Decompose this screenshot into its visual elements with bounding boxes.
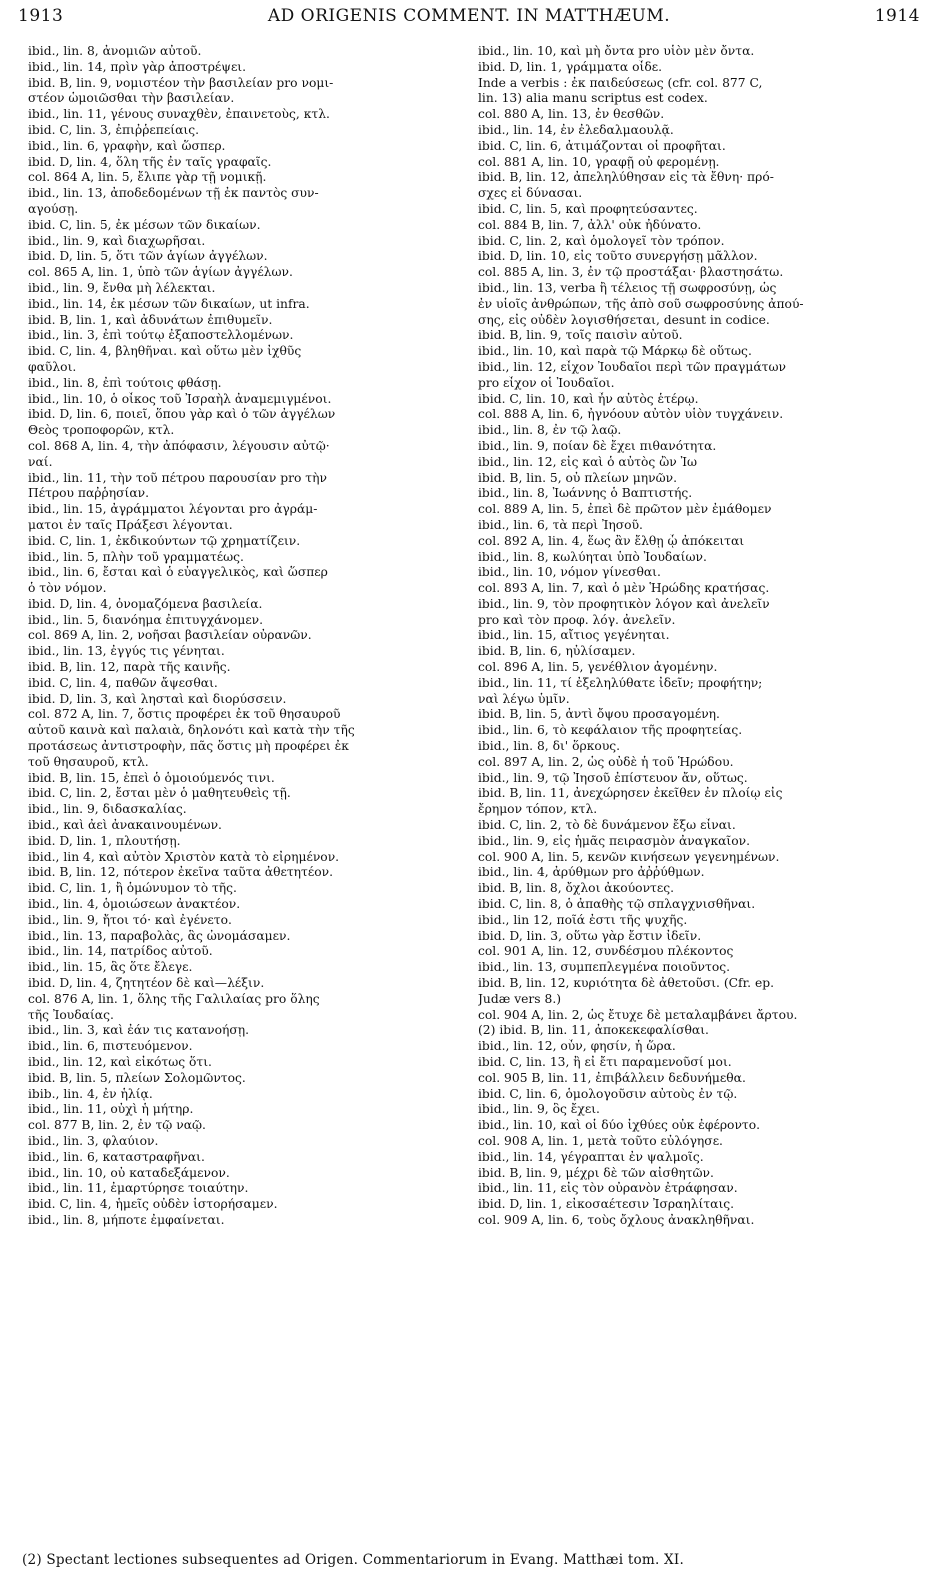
text-line: ibid. C, lin. 8, ὁ ἀπαθὴς τῷ σπλαγχνισθῆναι. (478, 897, 756, 912)
text-line: ibid., lin 12, ποῖά ἐστι τῆς ψυχῆς. (478, 912, 688, 927)
text-line: ibid., lin. 8, μήποτε ἐμφαίνεται. (28, 1212, 225, 1227)
text-line: ibid. C, lin. 6, ἀτιμάζονται οἱ προφῆται. (478, 138, 726, 153)
text-line: σης, εἰς οὐδὲν λογισθήσεται, desunt in codice. (478, 312, 770, 327)
text-line: col. 909 A, lin. 6, τοὺς ὄχλους ἀνακληθῆναι. (478, 1212, 755, 1227)
text-line: ibid. D, lin. 4, ὅλη τῆς ἐν ταῖς γραφαῖς. (28, 154, 272, 169)
text-line: ibid., lin. 9, ὃς ἔχει. (478, 1102, 600, 1117)
text-line: ibid., lin. 11, οὐχὶ ἡ μήτηρ. (28, 1102, 194, 1117)
text-line: ibid. C, lin. 4, ἡμεῖς οὐδὲν ἱστορήσαμεν. (28, 1197, 278, 1212)
text-line: ibid. C, lin. 5, ἐκ μέσων τῶν δικαίων. (28, 217, 261, 232)
text-line: ibid. B, lin. 5, οὐ πλείων μηνῶν. (478, 470, 678, 485)
text-line: ibid. B, lin. 1, καὶ ἀδυνάτων ἐπιθυμεῖν. (28, 312, 273, 327)
text-line: ibid. C, lin. 2, καὶ ὁμολογεῖ τὸν τρόπον. (478, 233, 725, 248)
text-line: col. 868 A, lin. 4, τὴν ἀπόφασιν, λέγουσιν αὐτῷ· (28, 438, 330, 453)
text-line: ibid., lin. 12, εἶχον Ἰουδαῖοι περὶ τῶν πραγμάτων (478, 359, 786, 374)
text-line: ibid. C, lin. 13, ἢ εἰ ἔτι παραμενοῦσί μοι. (478, 1055, 732, 1069)
text-line: προτάσεως ἀντιστροφὴν, πᾶς ὅστις μὴ προφέρει ἐκ (28, 739, 349, 754)
text-line: ibid. D, lin. 1, γράμματα οἶδε. (478, 59, 663, 74)
text-line: ibid. B, lin. 15, ἐπεὶ ὁ ὁμοιούμενός τινι. (28, 770, 275, 785)
text-line: ibid., lin. 11, τὴν τοῦ πέτρου παρουσίαν pro τὴν (28, 470, 327, 485)
text-line: ibid. B, lin. 12, κυριότητα δὲ ἀθετοῦσι. (Cfr. ep. (478, 976, 775, 991)
text-line: col. 897 A, lin. 2, ὡς οὐδὲ ἡ τοῦ Ἡρώδου. (478, 754, 734, 769)
text-line: ibid., lin. 12, εἰς καὶ ὁ αὐτὸς ὢν Ἰω (478, 454, 698, 469)
text-line: ἔρημον τόπον, κτλ. (478, 802, 598, 817)
text-line: ibid. B, lin. 11, ἀνεχώρησεν ἐκεῖθεν ἐν πλοίῳ εἰς (478, 786, 783, 801)
text-line: ibid. C, lin. 2, ἔσται μὲν ὁ μαθητευθεὶς τῇ. (28, 786, 291, 801)
text-line: ibid. D, lin. 3, οὕτω γὰρ ἔστιν ἰδεῖν. (478, 928, 702, 943)
text-line: Πέτρου παῤῥησίαν. (28, 486, 150, 501)
text-line: ibid. D, lin. 4, ὀνομαζόμενα βασιλεία. (28, 596, 263, 611)
text-line: ibid., lin. 12, καὶ εἰκότως ὅτι. (28, 1055, 212, 1069)
text-line: col. 893 A, lin. 7, καὶ ὁ μὲν Ἡρώδης κρατήσας. (478, 581, 770, 596)
text-line: ibid., lin. 13, συμπεπλεγμένα ποιοῦντος. (478, 960, 731, 975)
text-line: τῆς Ἰουδαίας. (28, 1007, 114, 1022)
text-line: ibid., lin. 10, οὐ καταδεξάμενον. (28, 1165, 230, 1180)
text-line: ibib., lin. 4, ἐν ἡλίᾳ. (28, 1086, 153, 1101)
text-line: pro καὶ τὸν προφ. λόγ. ἀνελεῖν. (478, 612, 676, 627)
text-line: ibid. B, lin. 9, νομιστέον τὴν βασιλείαν pro νομι- (28, 75, 334, 90)
text-line: ibid. D, lin. 6, ποιεῖ, ὅπου γὰρ καὶ ὁ τῶν ἀγγέλων (28, 407, 336, 422)
text-line: col. 864 A, lin. 5, ἔλιπε γὰρ τῇ νομικῇ. (28, 170, 267, 185)
text-line: col. 872 A, lin. 7, ὅστις προφέρει ἐκ τοῦ θησαυροῦ (28, 707, 341, 722)
text-line: col. 900 A, lin. 5, κενῶν κινήσεων γεγενημένων. (478, 849, 780, 864)
text-line: ibid. C, lin. 4, βληθῆναι. καὶ οὕτω μὲν ἰχθῦς (28, 344, 302, 359)
text-line: ibid., lin. 11, τί ἐξεληλύθατε ἰδεῖν; προφήτην; (478, 675, 763, 690)
text-line: (2) ibid. B, lin. 11, ἀποκεκεφαλίσθαι. (478, 1023, 709, 1038)
text-line: τοῦ θησαυροῦ, κτλ. (28, 754, 149, 769)
text-line: ibid., lin. 9, εἰς ἡμᾶς πειρασμὸν ἀναγκαῖον. (478, 833, 751, 848)
text-line: ibid., lin. 13, ἀποδεδομένων τῇ ἐκ παντὸς συν- (28, 186, 319, 201)
text-line: ibid., lin. 12, οὖν, φησίν, ἡ ὥρα. (478, 1039, 676, 1054)
text-line: col. 876 A, lin. 1, ὅλης τῆς Γαλιλαίας pro ὅλης (28, 991, 320, 1006)
text-line: ibid. D, lin. 4, ζητητέον δὲ καὶ—λέξιν. (28, 976, 265, 991)
text-line: col. 885 A, lin. 3, ἐν τῷ προστάξαι· βλαστησάτω. (478, 265, 784, 280)
text-line: ναὶ λέγω ὑμῖν. (478, 691, 570, 706)
text-line: col. 884 B, lin. 7, ἀλλ' οὐκ ἠδύνατο. (478, 217, 702, 232)
text-line: ὁ τὸν νόμον. (28, 581, 107, 596)
text-line: ibid., lin. 5, πλὴν τοῦ γραμματέως. (28, 549, 244, 564)
text-line: ibid. D, lin. 10, εἰς τοῦτο συνεργήσῃ μᾶλλον. (478, 249, 758, 264)
running-title: AD ORIGENIS COMMENT. IN MATTHÆUM. (267, 6, 671, 26)
text-line: ibid., lin. 8, ἐπὶ τούτοις φθάσῃ. (28, 375, 222, 390)
text-line: ibid., lin. 6, καταστραφῆναι. (28, 1149, 205, 1164)
text-line: ibid. B, lin. 12, ἀπεληλύθησαν εἰς τὰ ἔθνη· πρό- (478, 170, 774, 185)
text-line: ibid., lin. 8, Ἰωάννης ὁ Βαπτιστής. (478, 486, 693, 501)
text-line: ibid., lin. 14, ἐν ἐλεδαλμαουλᾷ. (478, 122, 674, 137)
text-line: στέον ὡμοιῶσθαι τὴν βασιλείαν. (28, 91, 235, 106)
right-column (478, 44, 916, 1229)
text-line: col. 881 A, lin. 10, γραφῇ οὐ φερομένῃ. (478, 154, 720, 169)
text-line: col. 905 B, lin. 11, ἐπιβάλλειν δεδυνήμεθα. (478, 1070, 746, 1085)
footnote: (2) Spectant lectiones subsequentes ad Origen. Commentariorum in Evang. Matthæi tom. XI. (22, 1552, 684, 1568)
page-number-left: 1913 (18, 6, 64, 26)
text-line: ibid., lin. 11, εἰς τὸν οὐρανὸν ἐτράφησαν. (478, 1181, 738, 1196)
text-line: pro εἶχον οἱ Ἰουδαῖοι. (478, 375, 615, 390)
text-line: ματοι ἐν ταῖς Πράξεσι λέγονται. (28, 517, 233, 532)
text-line: ibid., lin. 8, κωλύηται ὑπὸ Ἰουδαίων. (478, 549, 707, 564)
text-line: Inde a verbis : ἐκ παιδεύσεως (cfr. col. 877 C, (478, 75, 763, 90)
text-line: αὐτοῦ καινὰ καὶ παλαιὰ, δηλονότι καὶ κατὰ τὴν τῆς (28, 723, 355, 738)
text-line: ibid., lin 4, καὶ αὐτὸν Χριστὸν κατὰ τὸ εἰρημένον. (28, 849, 340, 864)
text-line: ibid., lin. 4, ὁμοιώσεων ἀνακτέον. (28, 897, 241, 912)
text-line: ibid., lin. 9, διδασκαλίας. (28, 802, 187, 817)
text-line: ibid., lin. 9, ἤτοι τό· καὶ ἐγένετο. (28, 912, 232, 927)
text-line: ibid., lin. 9, ποίαν δὲ ἔχει πιθανότητα. (478, 438, 717, 453)
text-line: ibid., καὶ ἀεὶ ἀνακαινουμένων. (28, 818, 222, 833)
text-line: col. 880 A, lin. 13, ἐν θεσθῶν. (478, 107, 665, 122)
text-line: col. 901 A, lin. 12, συνδέσμου πλέκοντος (478, 944, 734, 959)
text-line: ibid., lin. 10, ὁ οἶκος τοῦ Ἰσραὴλ ἀναμεμιγμένοι. (28, 391, 332, 406)
text-line: ibid. D, lin. 5, ὅτι τῶν ἁγίων ἀγγέλων. (28, 249, 268, 264)
text-line: col. 877 B, lin. 2, ἐν τῷ ναῷ. (28, 1118, 206, 1133)
text-line: ibid. B, lin. 5, ἀντὶ ὄψου προσαγομένη. (478, 707, 720, 722)
text-line: ibid., lin. 15, αἴτιος γεγένηται. (478, 628, 670, 643)
text-line: ibid., lin. 13, παραβολὰς, ἃς ὠνομάσαμεν. (28, 928, 291, 943)
text-line: ibid., lin. 10, καὶ οἱ δύο ἰχθύες οὐκ ἐφέροντο. (478, 1118, 761, 1133)
text-line: ibid. B, lin. 5, πλείων Σολομῶντος. (28, 1070, 246, 1085)
text-line: ibid. C, lin. 4, παθῶν ἄψεσθαι. (28, 675, 218, 690)
text-line: ibid. C, lin. 10, καὶ ἦν αὐτὸς ἑτέρῳ. (478, 391, 699, 406)
text-line: ibid., lin. 13, verba ἢ τέλειος τῇ σωφροσύνῃ, ὡς (478, 280, 777, 295)
page-number-right: 1914 (874, 6, 920, 26)
text-line: ibid., lin. 14, πρὶν γὰρ ἀποστρέψει. (28, 59, 247, 74)
text-line: ibid., lin. 10, καὶ παρὰ τῷ Μάρκῳ δὲ οὕτως. (478, 344, 752, 359)
text-line: ibid., lin. 10, νόμον γίνεσθαι. (478, 565, 661, 580)
text-line: ibid. B, lin. 9, μέχρι δὲ τῶν αἰσθητῶν. (478, 1165, 714, 1180)
left-column (28, 44, 466, 1229)
text-line: ibid., lin. 13, ἐγγύς τις γένηται. (28, 644, 225, 659)
text-line: col. 889 A, lin. 5, ἐπεὶ δὲ πρῶτον μὲν ἐμάθομεν (478, 502, 772, 517)
text-line: ibid. B, lin. 12, πότερον ἐκεῖνα ταῦτα ἀθετητέον. (28, 865, 333, 880)
text-line: col. 908 A, lin. 1, μετὰ τοῦτο εὐλόγησε. (478, 1133, 723, 1148)
text-line: ibid., lin. 9, τὸν προφητικὸν λόγον καὶ ἀνελεῖν (478, 596, 770, 611)
text-line: ibid., lin. 11, γένους συναχθὲν, ἐπαινετοὺς, κτλ. (28, 107, 330, 122)
running-header (18, 6, 920, 36)
text-line: Judæ vers 8.) (478, 991, 562, 1006)
text-line: ibid., lin. 14, ἐκ μέσων τῶν δικαίων, ut infra. (28, 296, 310, 311)
text-line: ibid. D, lin. 1, πλουτήσῃ. (28, 833, 181, 848)
text-line: ibid. B, lin. 12, παρὰ τῆς καινῆς. (28, 660, 231, 675)
text-line: ibid., lin. 5, διανόημα ἐπιτυγχάνομεν. (28, 612, 264, 627)
text-line: ibid., lin. 6, πιστευόμενον. (28, 1039, 193, 1054)
text-line: ibid. C, lin. 1, ἐκδικούντων τῷ χρηματίζειν. (28, 533, 301, 548)
text-line: ibid., lin. 14, γέγραπται ἐν ψαλμοῖς. (478, 1149, 704, 1164)
text-line: ibid., lin. 6, τὸ κεφάλαιον τῆς προφητείας. (478, 723, 743, 738)
text-line: lin. 13) alia manu scriptus est codex. (478, 91, 708, 106)
text-line: ibid. B, lin. 6, ηὐλίσαμεν. (478, 644, 636, 659)
text-line: ibid., lin. 3, φλαύιον. (28, 1133, 159, 1148)
text-line: ibid., lin. 9, ἔνθα μὴ λέλεκται. (28, 280, 216, 295)
text-line: ibid. D, lin. 3, καὶ λησταὶ καὶ διορύσσειν. (28, 691, 287, 706)
text-line: ibid., lin. 6, τὰ περὶ Ἰησοῦ. (478, 517, 643, 532)
text-line: ibid. C, lin. 1, ἢ ὁμώνυμον τὸ τῆς. (28, 881, 237, 896)
text-line: col. 892 A, lin. 4, ἕως ἂν ἔλθῃ ᾧ ἀπόκειται (478, 533, 745, 548)
text-line: ibid., lin. 15, ἀγράμματοι λέγονται pro ἀγράμ- (28, 502, 318, 517)
text-line: ibid., lin. 4, ἀρύθμων pro ἀῤῥύθμων. (478, 865, 705, 880)
text-line: ibid., lin. 10, καὶ μὴ ὄντα pro υἱὸν μὲν ὄντα. (478, 44, 755, 58)
text-line: ibid., lin. 8, δι' ὅρκους. (478, 739, 621, 754)
text-line: ἐν υἱοῖς ἀνθρώπων, τῆς ἀπὸ σοῦ σωφροσύνης ἀπού- (478, 296, 804, 311)
text-line: ibid., lin. 6, ἔσται καὶ ὁ εὐαγγελικὸς, καὶ ὥσπερ (28, 565, 328, 580)
text-line: ibid., lin. 8, ἐν τῷ λαῷ. (478, 423, 622, 438)
text-line: Θεὸς τροποφορῶν, κτλ. (28, 423, 175, 438)
text-line: ibid. C, lin. 2, τὸ δὲ δυνάμενον ἔξω εἶναι. (478, 818, 736, 833)
text-line: ibid. B, lin. 8, ὄχλοι ἀκούοντες. (478, 881, 675, 896)
text-line: ibid., lin. 9, καὶ διαχωρῆσαι. (28, 233, 206, 248)
text-line: ibid., lin. 3, καὶ ἐάν τις κατανοήσῃ. (28, 1023, 250, 1038)
text-line: ibid., lin. 6, γραφὴν, καὶ ὥσπερ. (28, 138, 226, 153)
text-line: ibid., lin. 11, ἐμαρτύρησε τοιαύτην. (28, 1181, 249, 1196)
text-line: col. 888 A, lin. 6, ἠγνόουν αὐτὸν υἱὸν τυγχάνειν. (478, 407, 784, 422)
text-line: ibid., lin. 14, πατρίδος αὐτοῦ. (28, 944, 213, 959)
text-line: ibid. B, lin. 9, τοῖς παισὶν αὐτοῦ. (478, 328, 683, 343)
text-line: ναί. (28, 454, 53, 469)
text-line: ibid., lin. 8, ἀνομιῶν αὐτοῦ. (28, 44, 202, 58)
text-line: ibid. C, lin. 5, καὶ προφητεύσαντες. (478, 201, 698, 216)
text-line: ibid. C, lin. 3, ἐπιῤῥεπείαις. (28, 122, 199, 137)
text-line: ibid. C, lin. 6, ὁμολογοῦσιν αὐτοὺς ἐν τῷ. (478, 1086, 738, 1101)
text-line: ibid., lin. 9, τῷ Ἰησοῦ ἐπίστευον ἄν, οὕτως. (478, 770, 748, 785)
text-line: ibid., lin. 15, ἃς ὅτε ἔλεγε. (28, 960, 193, 975)
text-line: col. 904 A, lin. 2, ὡς ἔτυχε δὲ μεταλαμβάνει ἄρτου. (478, 1007, 798, 1022)
text-line: σχες εἰ δύνασαι. (478, 186, 583, 201)
text-line: ibid. D, lin. 1, εἰκοσαέτεσιν Ἰσραηλίταις. (478, 1197, 735, 1212)
text-line: col. 896 A, lin. 5, γενέθλιον ἀγομένην. (478, 660, 718, 675)
text-line: φαῦλοι. (28, 359, 77, 374)
text-line: ibid., lin. 3, ἐπὶ τούτῳ ἐξαποστελλομένων. (28, 328, 294, 343)
text-line: col. 869 A, lin. 2, νοῆσαι βασιλείαν οὐρανῶν. (28, 628, 312, 643)
text-line: αγούσῃ. (28, 201, 79, 216)
text-line: col. 865 A, lin. 1, ὑπὸ τῶν ἁγίων ἀγγέλων. (28, 265, 293, 280)
